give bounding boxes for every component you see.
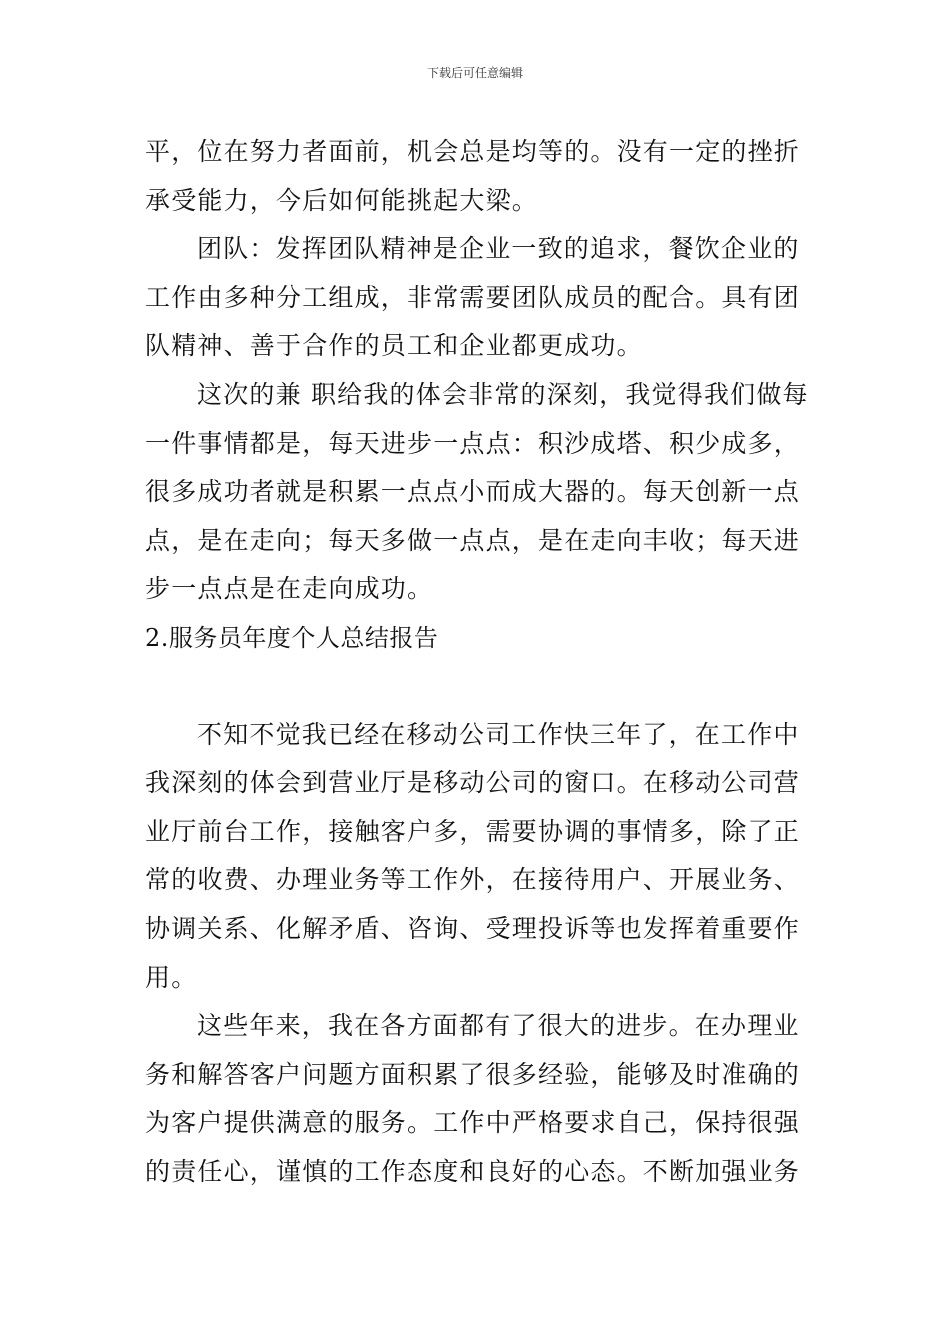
text-line: 队精神、善于合作的员工和企业都更成功。 <box>145 331 643 361</box>
text-line: 不知不觉我已经在移动公司工作快三年了，在工作中 <box>197 719 800 749</box>
text-line: 一件事情都是，每天进步一点点：积沙成塔、积少成多， <box>145 428 801 458</box>
text-line: 工作由多种分工组成，非常需要团队成员的配合。具有团 <box>145 282 801 312</box>
page-header-note: 下载后可任意编辑 <box>426 66 523 80</box>
text-line: 平，位在努力者面前，机会总是均等的。没有一定的挫折 <box>145 137 801 166</box>
text-line: 的责任心，谨慎的工作态度和良好的心态。不断加强业务 <box>145 1156 801 1186</box>
text-line: 务和解答客户问题方面积累了很多经验，能够及时准确的 <box>145 1059 801 1089</box>
text-line: 步一点点是在走向成功。 <box>145 574 434 604</box>
text-line: 团队：发挥团队精神是企业一致的追求，餐饮企业的 <box>197 234 800 264</box>
paragraph <box>145 1002 810 1196</box>
paragraph <box>145 128 810 225</box>
text-line: 这些年来，我在各方面都有了很大的进步。在办理业 <box>197 1011 800 1041</box>
text-line: 协调关系、化解矛盾、咨询、受理投诉等也发挥着重要作 <box>145 913 801 943</box>
text-line: 点，是在走向；每天多做一点点，是在走向丰收；每天进 <box>145 525 801 555</box>
blank-line <box>145 663 810 711</box>
text-line: 常的收费、办理业务等工作外，在接待用户、开展业务、 <box>145 865 801 895</box>
document-body <box>145 128 810 1196</box>
section-heading: 2.服务员年度个人总结报告 <box>145 623 439 652</box>
paragraph <box>145 711 810 1003</box>
text-line: 这次的兼 职给我的体会非常的深刻，我觉得我们做每 <box>197 379 809 409</box>
text-line: 我深刻的体会到营业厅是移动公司的窗口。在移动公司营 <box>145 768 801 798</box>
text-line: 很多成功者就是积累一点点小而成大器的。每天创新一点 <box>145 477 801 507</box>
text-line: 为客户提供满意的服务。工作中严格要求自己，保持很强 <box>145 1108 801 1138</box>
paragraph <box>145 225 810 371</box>
text-line: 业厅前台工作，接触客户多，需要协调的事情多，除了正 <box>145 816 801 846</box>
text-line: 用。 <box>145 962 198 992</box>
text-line: 承受能力，今后如何能挑起大梁。 <box>145 185 539 215</box>
paragraph <box>145 371 810 614</box>
